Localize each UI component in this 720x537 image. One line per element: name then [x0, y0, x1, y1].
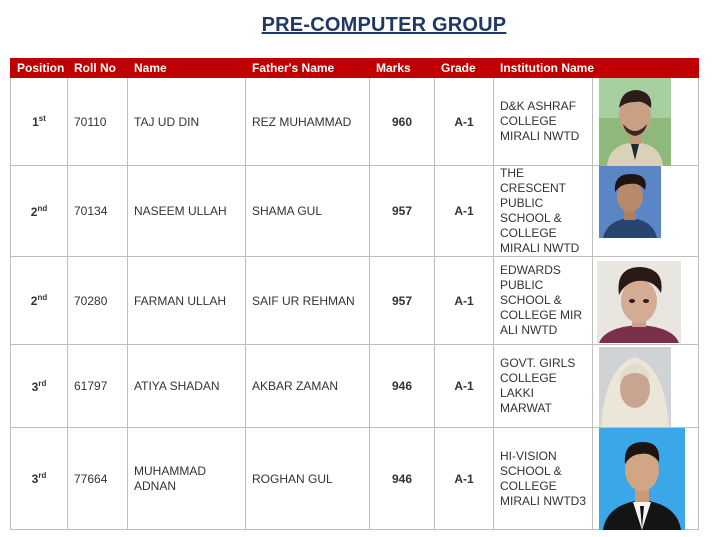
- col-header-photo: [593, 59, 699, 78]
- col-header-roll-no: Roll No: [68, 59, 128, 78]
- position-cell: 3rd: [11, 428, 68, 530]
- table-row: [11, 345, 699, 428]
- page-title: PRE-COMPUTER GROUP: [261, 14, 507, 36]
- position-cell: 3rd: [11, 345, 68, 428]
- father-name-cell: SAIF UR REHMAN: [246, 257, 370, 345]
- position-cell: 1st: [11, 78, 68, 166]
- name-cell: MUHAMMAD ADNAN: [128, 428, 246, 530]
- roll-no-cell: 70110: [68, 78, 128, 166]
- col-header-fathers-name: Father's Name: [246, 59, 370, 78]
- table-row: [11, 78, 699, 166]
- position-cell: 2nd: [11, 166, 68, 257]
- roll-no-cell: 77664: [68, 428, 128, 530]
- father-name-cell: REZ MUHAMMAD: [246, 78, 370, 166]
- roll-no-cell: 70280: [68, 257, 128, 345]
- name-cell: FARMAN ULLAH: [128, 257, 246, 345]
- institution-cell: THE CRESCENT PUBLIC SCHOOL & COLLEGE MIRALI NWTD: [494, 166, 593, 257]
- grade-cell: A-1: [435, 257, 494, 345]
- grade-cell: A-1: [435, 78, 494, 166]
- roll-no-cell: 70134: [68, 166, 128, 257]
- grade-cell: A-1: [435, 166, 494, 257]
- student-photo-cell: [593, 345, 699, 428]
- name-cell: TAJ UD DIN: [128, 78, 246, 166]
- col-header-name: Name: [128, 59, 246, 78]
- header-row: [11, 59, 699, 78]
- col-header-position: Position: [11, 59, 68, 78]
- roll-no-cell: 61797: [68, 345, 128, 428]
- institution-cell: GOVT. GIRLS COLLEGE LAKKI MARWAT: [494, 345, 593, 428]
- student-photo-cell: [593, 257, 699, 345]
- student-photo-cell: [593, 166, 699, 257]
- father-name-cell: ROGHAN GUL: [246, 428, 370, 530]
- institution-cell: EDWARDS PUBLIC SCHOOL & COLLEGE MIR ALI NWTD: [494, 257, 593, 345]
- name-cell: NASEEM ULLAH: [128, 166, 246, 257]
- col-header-marks: Marks: [370, 59, 435, 78]
- marks-cell: 960: [370, 78, 435, 166]
- table-row: [11, 428, 699, 530]
- grade-cell: A-1: [435, 345, 494, 428]
- marks-cell: 957: [370, 166, 435, 257]
- student-photo: [599, 78, 671, 166]
- name-cell: ATIYA SHADAN: [128, 345, 246, 428]
- results-table: [10, 58, 699, 530]
- col-header-grade: Grade: [435, 59, 494, 78]
- grade-cell: A-1: [435, 428, 494, 530]
- col-header-institution: Institution Name: [494, 59, 593, 78]
- table-row: [11, 166, 699, 257]
- student-photo-cell: [593, 428, 699, 530]
- student-photo: [599, 428, 685, 530]
- marks-cell: 946: [370, 428, 435, 530]
- student-photo: [599, 347, 671, 427]
- father-name-cell: AKBAR ZAMAN: [246, 345, 370, 428]
- position-cell: 2nd: [11, 257, 68, 345]
- institution-cell: HI-VISION SCHOOL & COLLEGE MIRALI NWTD3: [494, 428, 593, 530]
- student-photo: [597, 261, 681, 343]
- marks-cell: 946: [370, 345, 435, 428]
- student-photo: [599, 166, 661, 238]
- institution-cell: D&K ASHRAF COLLEGE MIRALI NWTD: [494, 78, 593, 166]
- student-photo-cell: [593, 78, 699, 166]
- table-row: [11, 257, 699, 345]
- father-name-cell: SHAMA GUL: [246, 166, 370, 257]
- marks-cell: 957: [370, 257, 435, 345]
